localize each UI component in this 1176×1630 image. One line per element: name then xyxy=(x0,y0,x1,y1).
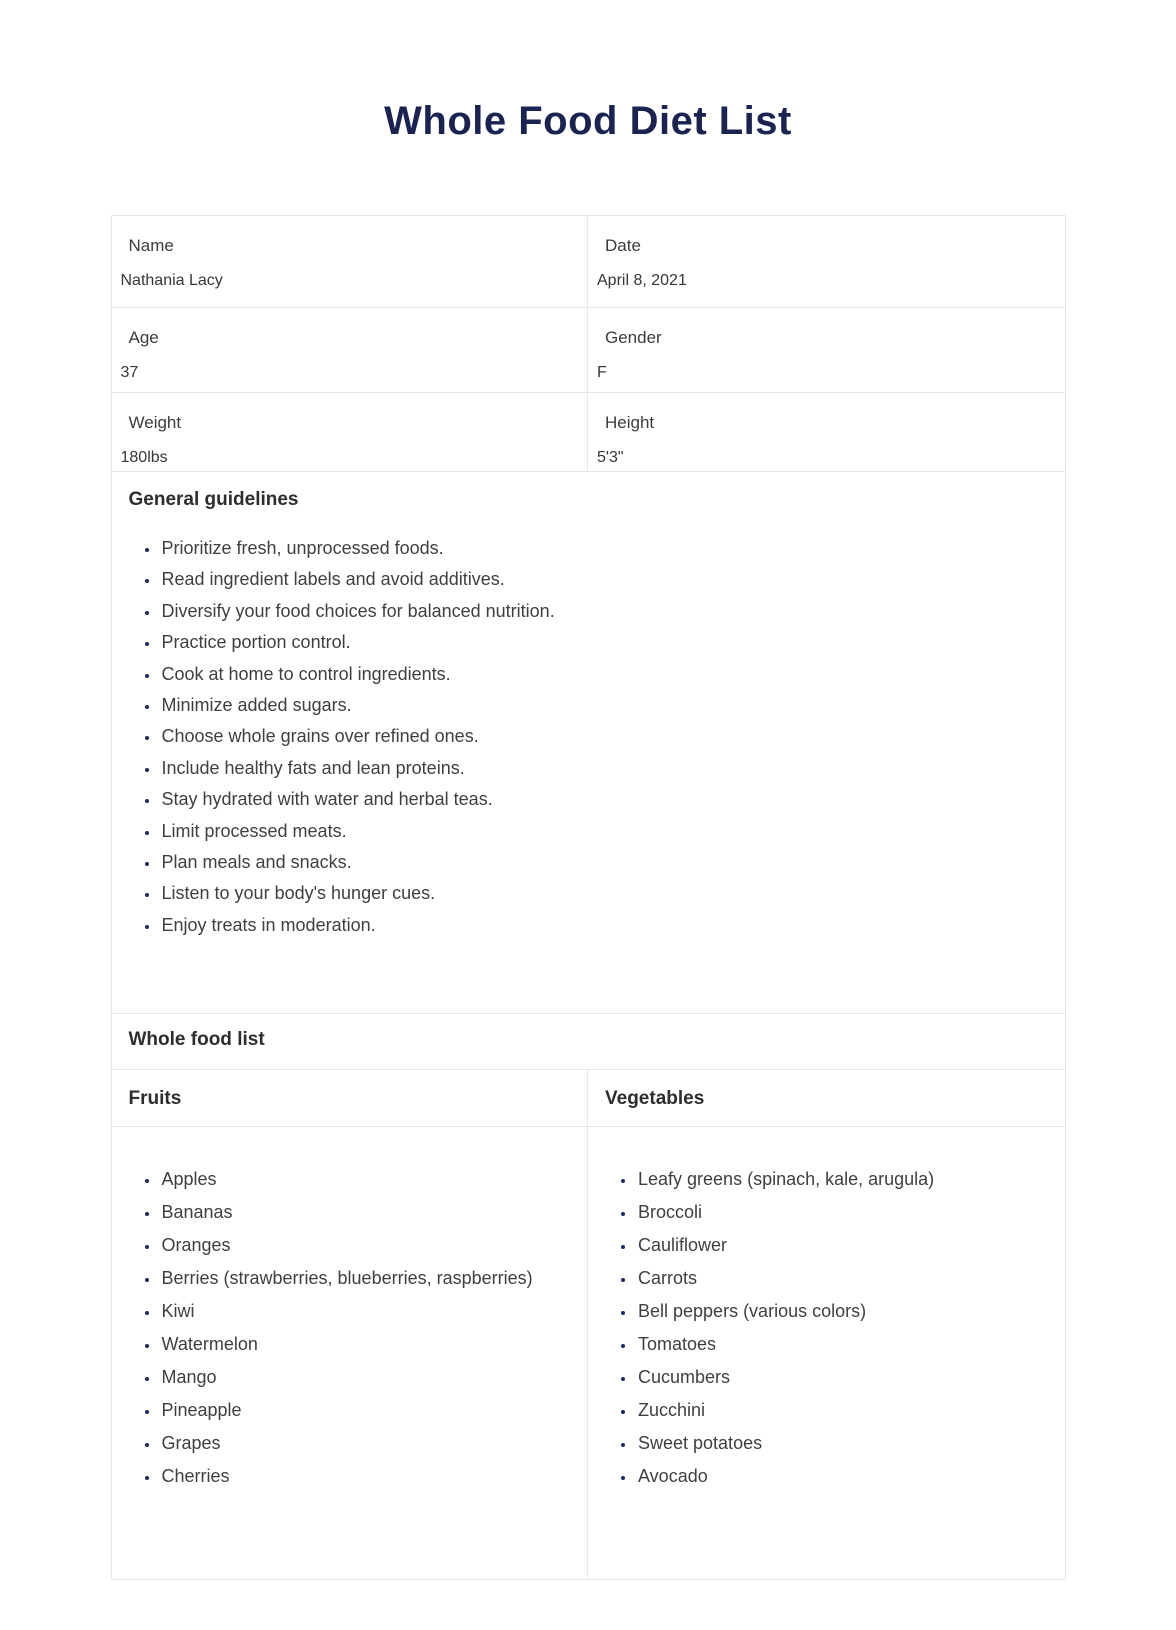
guideline-item: • Include healthy fats and lean proteins. xyxy=(160,753,1015,784)
vegetable-item: • Tomatoes xyxy=(636,1328,1015,1360)
fruits-list-cell xyxy=(112,1127,589,1579)
height-field xyxy=(588,393,1065,471)
guideline-item: • Cook at home to control ingredients. xyxy=(160,659,1015,690)
guideline-item: • Limit processed meats. xyxy=(160,816,1015,847)
vegetables-list-cell xyxy=(588,1127,1065,1579)
name-label: Name xyxy=(128,236,174,255)
fruits-header-cell xyxy=(112,1070,589,1126)
vegetable-item: • Cauliflower xyxy=(636,1229,1015,1261)
guideline-item: • Minimize added sugars. xyxy=(160,690,1015,721)
guideline-item: • Prioritize fresh, unprocessed foods. xyxy=(160,533,1015,564)
page xyxy=(0,97,1176,1630)
height-label: Height xyxy=(605,413,655,432)
fruit-item: • Watermelon xyxy=(160,1328,538,1360)
date-field xyxy=(588,216,1065,307)
info-row-weight-height xyxy=(112,392,1065,471)
general-guidelines-list xyxy=(112,533,1065,941)
fruit-item: • Apples xyxy=(160,1163,538,1195)
info-row-name-date xyxy=(112,216,1065,307)
fruit-item: • Grapes xyxy=(160,1427,538,1459)
gender-field xyxy=(588,308,1065,392)
guideline-item: • Plan meals and snacks. xyxy=(160,847,1015,878)
vegetable-item: • Sweet potatoes xyxy=(636,1427,1015,1459)
vegetables-header: Vegetables xyxy=(605,1088,705,1109)
info-row-age-gender xyxy=(112,307,1065,392)
general-guidelines-section xyxy=(112,471,1065,1013)
vegetables-list xyxy=(588,1163,1065,1492)
general-guidelines-heading: General guidelines xyxy=(128,489,299,510)
fruit-item: • Berries (strawberries, blueberries, raspberries) xyxy=(160,1262,538,1294)
weight-value: 180lbs xyxy=(120,449,168,466)
diet-form-table xyxy=(111,215,1066,1580)
vegetable-item: • Leafy greens (spinach, kale, arugula) xyxy=(636,1163,1015,1195)
date-value: April 8, 2021 xyxy=(597,272,687,289)
guideline-item: • Listen to your body's hunger cues. xyxy=(160,878,1015,909)
vegetables-header-cell xyxy=(588,1070,1065,1126)
name-value: Nathania Lacy xyxy=(120,272,223,289)
food-columns-header-row xyxy=(112,1069,1065,1126)
gender-value: F xyxy=(597,364,607,381)
name-field xyxy=(112,216,589,307)
page-title: Whole Food Diet List xyxy=(384,99,792,143)
guideline-item: • Enjoy treats in moderation. xyxy=(160,910,1015,941)
gender-label: Gender xyxy=(605,328,662,347)
fruit-item: • Kiwi xyxy=(160,1295,538,1327)
guideline-item: • Stay hydrated with water and herbal teas. xyxy=(160,784,1015,815)
vegetable-item: • Carrots xyxy=(636,1262,1015,1294)
weight-field xyxy=(112,393,589,471)
whole-food-list-section xyxy=(112,1013,1065,1069)
age-field xyxy=(112,308,589,392)
food-columns-list-row xyxy=(112,1126,1065,1579)
fruits-header: Fruits xyxy=(128,1088,182,1109)
weight-label: Weight xyxy=(128,413,182,432)
vegetable-item: • Broccoli xyxy=(636,1196,1015,1228)
guideline-item: • Read ingredient labels and avoid additives. xyxy=(160,564,1015,595)
height-value: 5'3" xyxy=(597,449,624,466)
guideline-item: • Choose whole grains over refined ones. xyxy=(160,721,1015,752)
fruit-item: • Cherries xyxy=(160,1460,538,1492)
guideline-item: • Diversify your food choices for balanced nutrition. xyxy=(160,596,1015,627)
fruit-item: • Oranges xyxy=(160,1229,538,1261)
vegetable-item: • Avocado xyxy=(636,1460,1015,1492)
age-value: 37 xyxy=(120,364,139,381)
date-label: Date xyxy=(605,236,641,255)
whole-food-list-heading: Whole food list xyxy=(128,1029,265,1050)
age-label: Age xyxy=(128,328,159,347)
fruit-item: • Pineapple xyxy=(160,1394,538,1426)
fruit-item: • Mango xyxy=(160,1361,538,1393)
vegetable-item: • Bell peppers (various colors) xyxy=(636,1295,1015,1327)
fruits-list xyxy=(112,1163,588,1492)
vegetable-item: • Zucchini xyxy=(636,1394,1015,1426)
vegetable-item: • Cucumbers xyxy=(636,1361,1015,1393)
fruit-item: • Bananas xyxy=(160,1196,538,1228)
guideline-item: • Practice portion control. xyxy=(160,627,1015,658)
